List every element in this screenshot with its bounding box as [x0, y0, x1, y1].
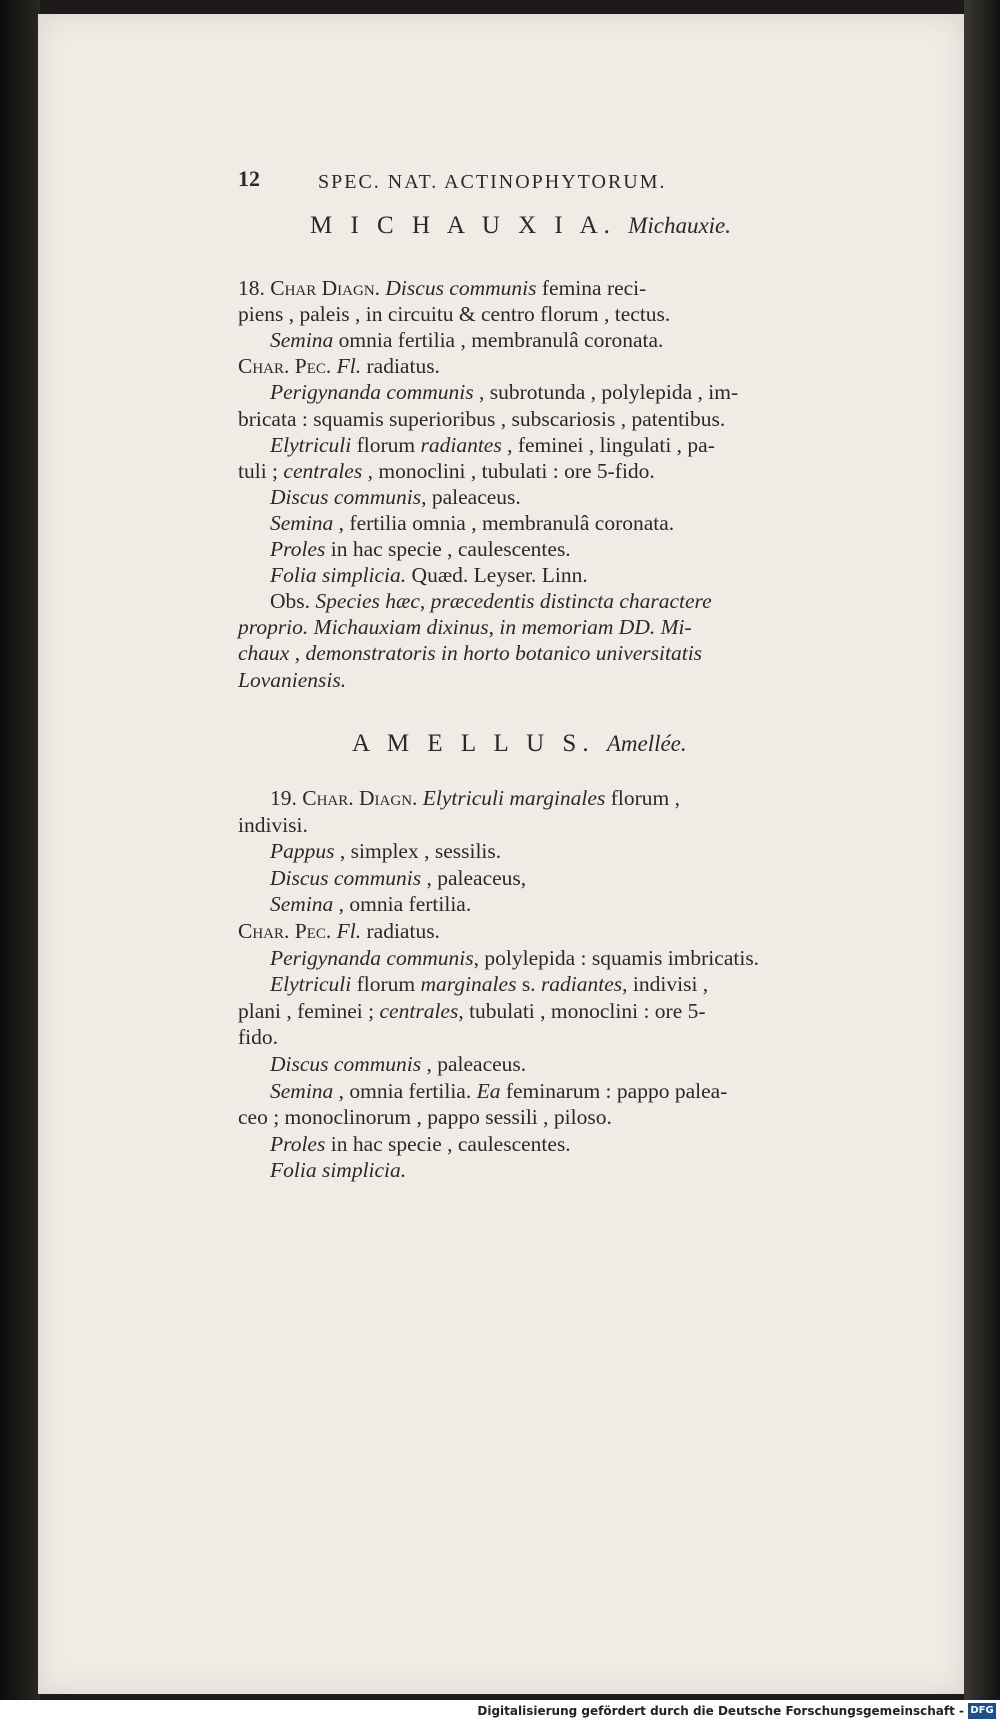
text-run: centrales: [379, 998, 459, 1023]
text-run: radiatus.: [361, 919, 440, 943]
text-run: Lovaniensis.: [238, 667, 347, 692]
text-line: [238, 1025, 278, 1050]
text-line: [270, 563, 588, 588]
text-run: florum: [351, 432, 421, 457]
text-line: [238, 615, 692, 640]
text-run: , paleaceus,: [421, 865, 527, 890]
text-line: [270, 1079, 727, 1104]
text-run: indivisi.: [238, 812, 308, 837]
text-run: Char Diagn.: [270, 276, 381, 300]
text-line: [238, 354, 440, 379]
genus-name: A M E L L U S.: [352, 730, 595, 757]
text-run: , fertilia omnia , membranulâ coronata.: [333, 510, 675, 535]
text-run: Fl.: [336, 919, 362, 943]
text-line: [270, 1158, 406, 1183]
book-edge-right: [964, 0, 1000, 1700]
text-run: , simplex , sessilis.: [334, 839, 502, 864]
page-number: 12: [238, 166, 260, 191]
text-run: radiantes: [540, 972, 623, 997]
text-line: [270, 839, 501, 864]
text-run: fido.: [238, 1025, 279, 1050]
text-run: , subrotunda , polylepida , im-: [473, 380, 739, 405]
text-run: ,: [488, 615, 500, 640]
text-run: Perigynanda communis: [270, 945, 474, 970]
text-run: , indivisi ,: [622, 972, 709, 997]
text-line: [238, 302, 670, 327]
text-run: Discus communis: [270, 1052, 422, 1076]
text-run: , omnia fertilia.: [333, 892, 472, 917]
text-run: chaux: [238, 641, 290, 666]
running-title: SPEC. NAT. ACTINOPHYTORUM.: [318, 171, 667, 193]
text-line: [270, 380, 738, 405]
text-run: radiantes: [420, 432, 502, 457]
text-run: Semina: [270, 328, 334, 353]
text-run: proprio. Michauxiam dixinus: [238, 615, 489, 640]
text-run: ,: [289, 641, 306, 666]
text-run: , tubulati , monoclini : ore 5-: [458, 998, 706, 1023]
text-run: Semina: [270, 1078, 334, 1103]
book-edge-left: [0, 0, 40, 1700]
text-run: Discus communis: [385, 276, 537, 300]
text-line: [270, 972, 708, 997]
text-run: bricata : squamis superioribus , subscariosis , patentibus.: [238, 406, 726, 431]
text-line: [270, 892, 471, 917]
text-line: [238, 1105, 612, 1130]
text-run: in memoriam DD. Mi-: [499, 615, 692, 640]
text-line: [270, 866, 526, 891]
text-line: [238, 407, 725, 432]
genus-name: M I C H A U X I A.: [310, 212, 616, 239]
text-line: [238, 276, 646, 301]
text-run: s.: [516, 972, 541, 997]
text-run: omnia fertilia , membranulâ coronata.: [333, 328, 664, 353]
text-run: , polylepida : squamis imbricatis.: [473, 945, 760, 970]
text-line: [270, 589, 712, 614]
text-run: florum: [351, 972, 421, 997]
text-run: Pappus: [270, 839, 335, 864]
page-content: [38, 14, 964, 1694]
text-run: Proles: [270, 537, 326, 561]
text-run: Semina: [270, 510, 334, 535]
text-line: [270, 786, 680, 811]
text-line: [270, 433, 715, 458]
text-run: Char. Pec.: [238, 919, 332, 943]
text-run: Elytriculi: [270, 972, 352, 997]
text-run: Elytriculi: [270, 432, 352, 457]
text-run: Quæd. Leyser. Linn.: [406, 563, 588, 588]
dfg-logo-icon: DFG: [968, 1703, 996, 1719]
text-line: [238, 668, 346, 693]
text-run: femina reci-: [536, 276, 647, 300]
text-run: Obs.: [270, 589, 316, 614]
text-run: , monoclini , tubulati : ore 5-fido.: [362, 458, 655, 483]
text-run: plani , feminei ;: [238, 998, 380, 1023]
genus-vernacular: Amellée.: [606, 731, 687, 756]
text-run: tuli ;: [238, 458, 284, 483]
text-run: , paleaceus.: [421, 484, 521, 509]
text-run: piens , paleis , in circuitu & centro florum , tectus.: [238, 302, 671, 327]
genus-heading-michauxia: [310, 212, 731, 240]
text-line: [270, 511, 674, 536]
text-run: , paleaceus.: [421, 1052, 527, 1076]
book-page: [38, 14, 964, 1694]
text-run: radiatus.: [361, 354, 440, 379]
text-line: [238, 919, 440, 944]
text-line: [270, 946, 759, 971]
text-line: [270, 1052, 526, 1077]
text-run: centrales: [283, 458, 363, 483]
text-line: [238, 999, 706, 1024]
text-run: ceo ; monoclinorum , pappo sessili , piloso.: [238, 1105, 612, 1130]
text-run: 18.: [238, 276, 271, 300]
text-run: ,: [419, 589, 431, 614]
text-run: præcedentis distincta charactere: [430, 589, 712, 614]
text-run: Species hæc: [315, 589, 420, 614]
genus-vernacular: Michauxie.: [628, 213, 732, 238]
text-run: in hac specie , caulescentes.: [325, 1131, 571, 1156]
text-run: Elytriculi marginales: [422, 786, 606, 810]
text-run: florum ,: [605, 786, 680, 810]
text-run: Folia simplicia.: [270, 563, 407, 588]
text-run: Char. Diagn.: [302, 786, 418, 810]
text-run: , feminei , lingulati , pa-: [501, 432, 715, 457]
text-run: Perigynanda communis: [270, 380, 474, 405]
text-line: [270, 328, 663, 353]
text-run: 19.: [270, 786, 303, 810]
text-line: [270, 1132, 571, 1157]
text-run: feminarum : pappo palea-: [500, 1078, 728, 1103]
text-run: Proles: [270, 1131, 326, 1156]
text-line: [270, 537, 571, 562]
text-run: Semina: [270, 892, 334, 917]
text-run: Folia simplicia.: [270, 1158, 407, 1183]
text-run: Discus communis: [270, 865, 422, 890]
footer-credit: Digitalisierung gefördert durch die Deutsche Forschungsgemeinschaft -: [477, 1704, 964, 1718]
text-run: Fl.: [336, 354, 362, 379]
text-line: [238, 813, 308, 838]
genus-heading-amellus: [352, 730, 687, 758]
text-run: demonstratoris in horto botanico universitatis: [305, 641, 703, 666]
text-line: [238, 459, 655, 484]
text-line: [238, 641, 702, 666]
text-run: Ea: [476, 1078, 501, 1103]
text-run: , omnia fertilia.: [333, 1078, 477, 1103]
text-run: Char. Pec.: [238, 354, 332, 379]
text-run: marginales: [420, 972, 517, 997]
text-line: [270, 485, 521, 510]
text-run: in hac specie , caulescentes.: [325, 537, 571, 561]
text-run: Discus communis: [270, 484, 422, 509]
